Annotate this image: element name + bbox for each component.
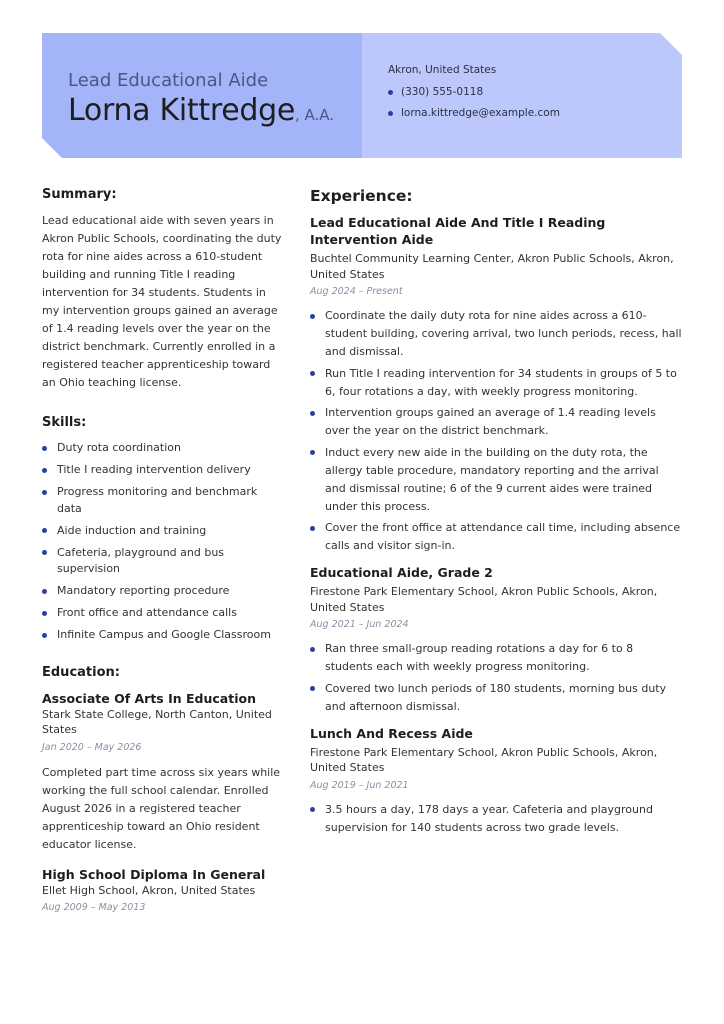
skill-item: Aide induction and training: [42, 523, 282, 540]
experience-entry: [310, 214, 682, 555]
job-bullet: Induct every new aide in the building on the duty rota, the allergy table procedure, mandatory reporting and the arrival and dismissal routine; 6 of the 9 current aides were trained under this process.: [310, 444, 682, 516]
job-bullets: [310, 640, 682, 716]
job-title: Lead Educational Aide: [68, 70, 269, 91]
degree-title: Associate Of Arts In Education: [42, 690, 256, 706]
school-name: Stark State College, North Canton, United States: [42, 707, 272, 736]
education-dates: Jan 2020 – May 2026: [42, 741, 142, 753]
job-bullet: Cover the front office at attendance call time, including absence calls and visitor sign-in.: [310, 519, 682, 555]
bullet-dot-icon: [388, 111, 393, 116]
skill-item: Mandatory reporting procedure: [42, 583, 282, 600]
summary-heading: Summary:: [42, 187, 117, 202]
summary-text: Lead educational aide with seven years in Akron Public Schools, coordinating the duty rota for nine aides across a 610-student building and running Title I reading intervention for 34 students. Students in my intervention groups gained an average of 1.4 reading levels over the year on the district benchmark. Currently enrolled in a registered teacher apprenticeship toward an Ohio teaching license.: [42, 214, 282, 389]
skill-item: Duty rota coordination: [42, 440, 282, 457]
resume-header: [42, 33, 682, 158]
skill-item: Title I reading intervention delivery: [42, 462, 282, 479]
experience-entry: [310, 725, 682, 837]
skill-item: Cafeteria, playground and bus supervision: [42, 545, 282, 578]
candidate-name: Lorna Kittredge: [68, 93, 295, 128]
name-suffix: , A.A.: [295, 106, 335, 124]
job-bullets: [310, 307, 682, 555]
left-column: [42, 186, 282, 915]
job-bullet: Covered two lunch periods of 180 students, morning bus duty and afternoon dismissal.: [310, 680, 682, 716]
job-bullet: Coordinate the daily duty rota for nine aides across a 610-student building, covering arrival, two lunch periods, recess, hall and dismissal.: [310, 307, 682, 361]
job-bullets: [310, 801, 682, 837]
degree-title: High School Diploma In General: [42, 866, 266, 882]
job-dates: Aug 2024 – Present: [310, 286, 403, 297]
job-dates: Aug 2021 – Jun 2024: [310, 619, 409, 630]
location: Akron, United States: [388, 64, 497, 76]
education-section: [42, 664, 282, 916]
education-dates: Aug 2009 – May 2013: [42, 902, 146, 913]
employer: Buchtel Community Learning Center, Akron Public Schools, Akron, United States: [310, 252, 674, 281]
skills-section: [42, 414, 282, 644]
right-column: [310, 186, 682, 840]
experience-heading: Experience:: [310, 187, 413, 205]
education-entry: [42, 866, 282, 916]
education-entry: [42, 690, 282, 854]
job-title-entry: Educational Aide, Grade 2: [310, 565, 493, 580]
name-block: [68, 70, 334, 128]
job-bullet: Ran three small-group reading rotations a day for 6 to 8 students each with weekly progress monitoring.: [310, 640, 682, 676]
job-dates: Aug 2019 – Jun 2021: [310, 779, 409, 791]
skills-list: [42, 440, 282, 644]
name-line: [68, 94, 334, 128]
job-bullet: Intervention groups gained an average of 1.4 reading levels over the year on the district benchmark.: [310, 404, 682, 440]
employer: Firestone Park Elementary School, Akron Public Schools, Akron, United States: [310, 745, 658, 774]
phone: (330) 555-0118: [401, 86, 484, 98]
school-name: Ellet High School, Akron, United States: [42, 883, 256, 897]
job-title-entry: Lead Educational Aide And Title I Reading Intervention Aide: [310, 215, 606, 247]
email-item: [388, 106, 560, 120]
job-bullet: 3.5 hours a day, 178 days a year. Cafeteria and playground supervision for 140 students across two grade levels.: [310, 801, 682, 837]
job-title-entry: Lunch And Recess Aide: [310, 725, 473, 741]
contact-info: [388, 63, 560, 127]
bullet-dot-icon: [388, 90, 393, 95]
experience-entry: [310, 564, 682, 716]
skill-item: Progress monitoring and benchmark data: [42, 484, 282, 517]
summary-section: [42, 186, 282, 392]
phone-item: [388, 85, 560, 99]
skills-heading: Skills:: [42, 415, 87, 430]
skill-item: Infinite Campus and Google Classroom: [42, 627, 282, 644]
job-bullet: Run Title I reading intervention for 34 students in groups of 5 to 6, four rotations a day, with weekly progress monitoring.: [310, 365, 682, 401]
employer: Firestone Park Elementary School, Akron Public Schools, Akron, United States: [310, 585, 658, 614]
education-note: Completed part time across six years while working the full school calendar. Enrolled August 2026 in a registered teacher apprenticeship toward an Ohio resident educator license.: [42, 765, 281, 851]
email: lorna.kittredge@example.com: [401, 107, 560, 119]
education-heading: Education:: [42, 664, 120, 680]
skill-item: Front office and attendance calls: [42, 605, 282, 622]
